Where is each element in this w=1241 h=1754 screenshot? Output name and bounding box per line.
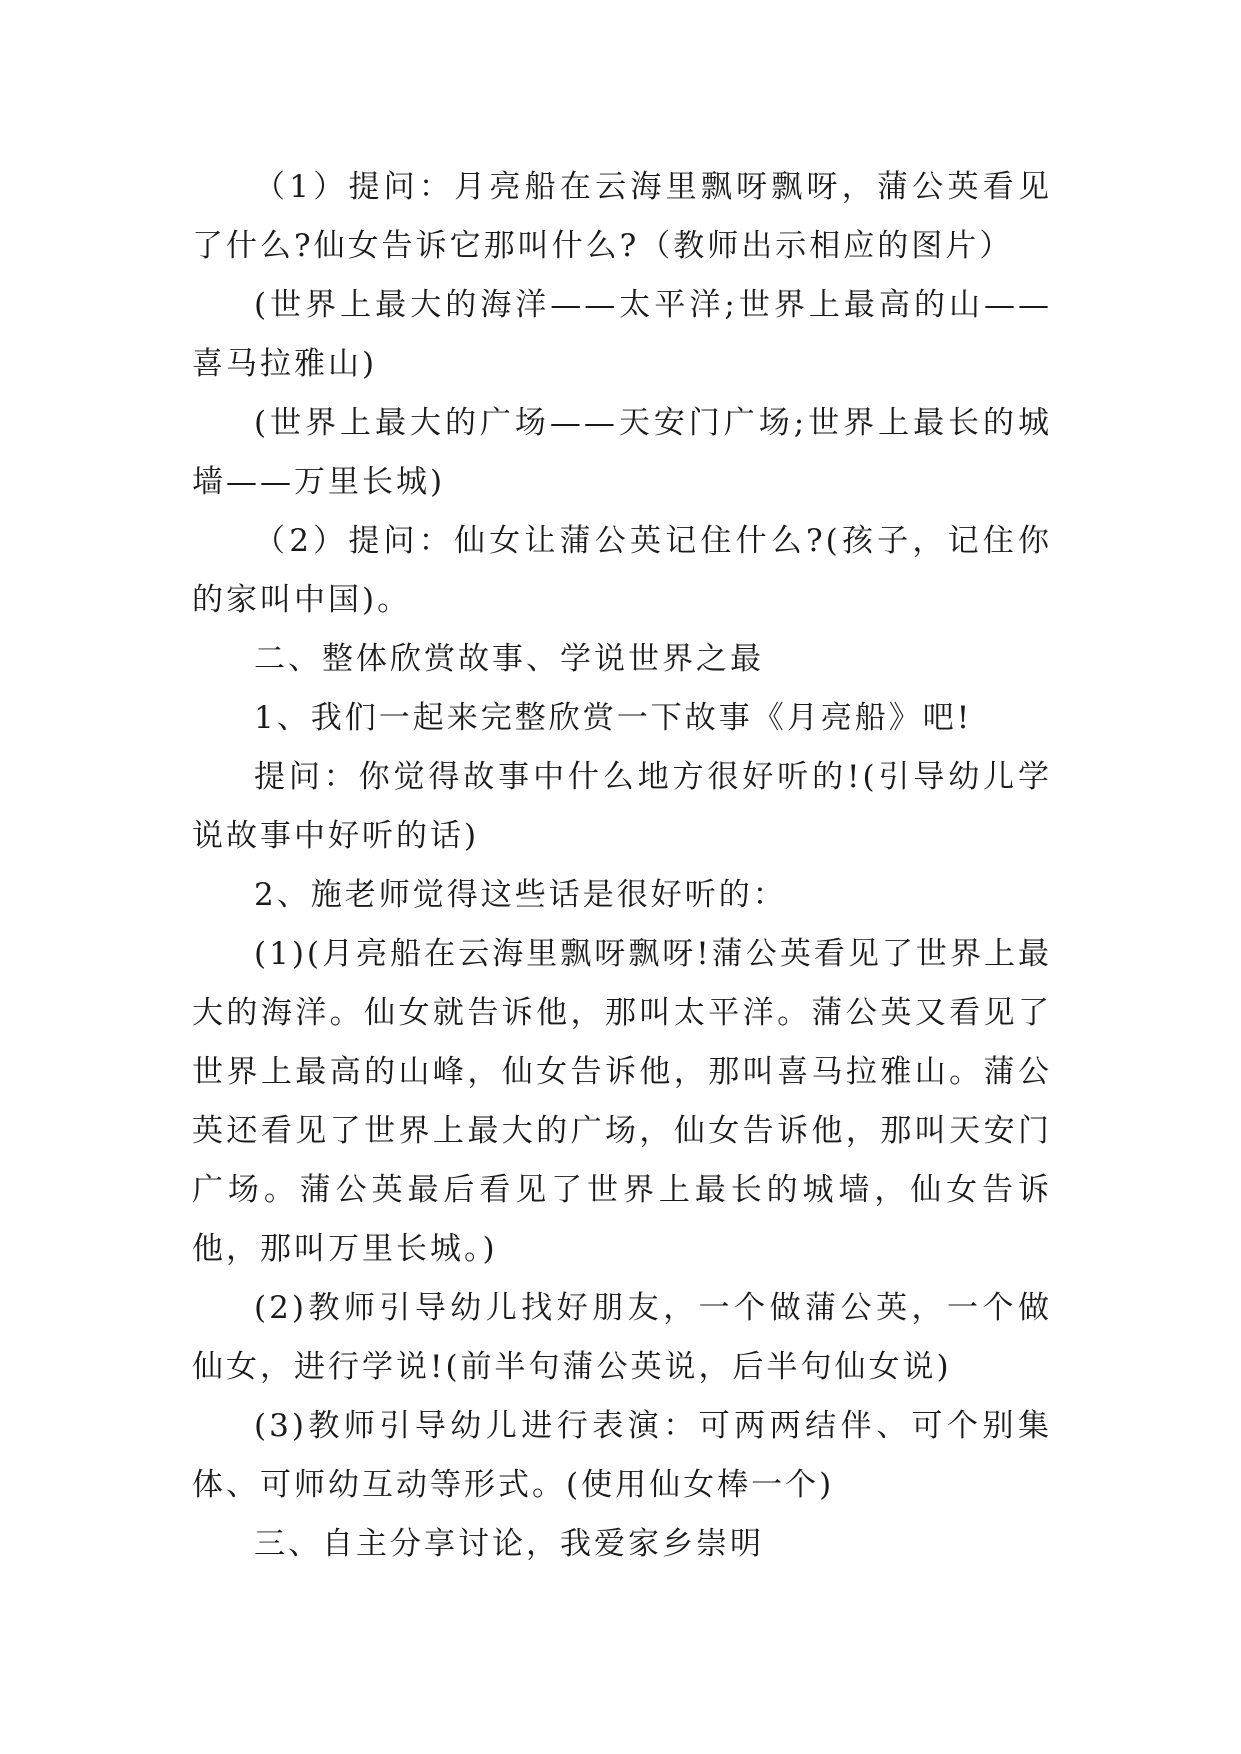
paragraph-question-2: （2）提问：仙女让蒲公英记住什么?(孩子，记住你的家叫中国)。 xyxy=(192,523,1052,618)
paragraph-square-wall: (世界上最大的广场——天安门广场;世界上最长的城墙——万里长城) xyxy=(192,405,1052,500)
paragraph-performance: (3)教师引导幼儿进行表演：可两两结伴、可个别集体、可师幼互动等形式。(使用仙女棒一个) xyxy=(192,1408,1052,1503)
document-body xyxy=(192,158,1052,1574)
paragraph-step-1: 1、我们一起来完整欣赏一下故事《月亮船》吧! xyxy=(254,700,973,736)
paragraph-ocean-mountain: (世界上最大的海洋——太平洋;世界上最高的山——喜马拉雅山) xyxy=(192,287,1052,382)
paragraph-pair-activity: (2)教师引导幼儿找好朋友，一个做蒲公英，一个做仙女，进行学说!(前半句蒲公英说，后半句仙女说) xyxy=(192,1290,1052,1385)
paragraph-story-text: (1)(月亮船在云海里飘呀飘呀!蒲公英看见了世界上最大的海洋。仙女就告诉他，那叫太平洋。蒲公英又看见了世界上最高的山峰，仙女告诉他，那叫喜马拉雅山。蒲公英还看见了世界上最大的广场，仙女告诉他，那叫天安门广场。蒲公英最后看见了世界上最长的城墙，仙女告诉他，那叫万里长城。) xyxy=(192,936,1052,1267)
section-heading-3: 三、自主分享讨论，我爱家乡崇明 xyxy=(254,1526,764,1562)
paragraph-question-1: （1）提问：月亮船在云海里飘呀飘呀，蒲公英看见了什么?仙女告诉它那叫什么?（教师出示相应的图片） xyxy=(192,169,1052,264)
paragraph-step-2: 2、施老师觉得这些话是很好听的： xyxy=(254,877,787,913)
section-heading-2: 二、整体欣赏故事、学说世界之最 xyxy=(254,641,764,677)
paragraph-prompt: 提问：你觉得故事中什么地方很好听的!(引导幼儿学说故事中好听的话) xyxy=(192,759,1052,854)
